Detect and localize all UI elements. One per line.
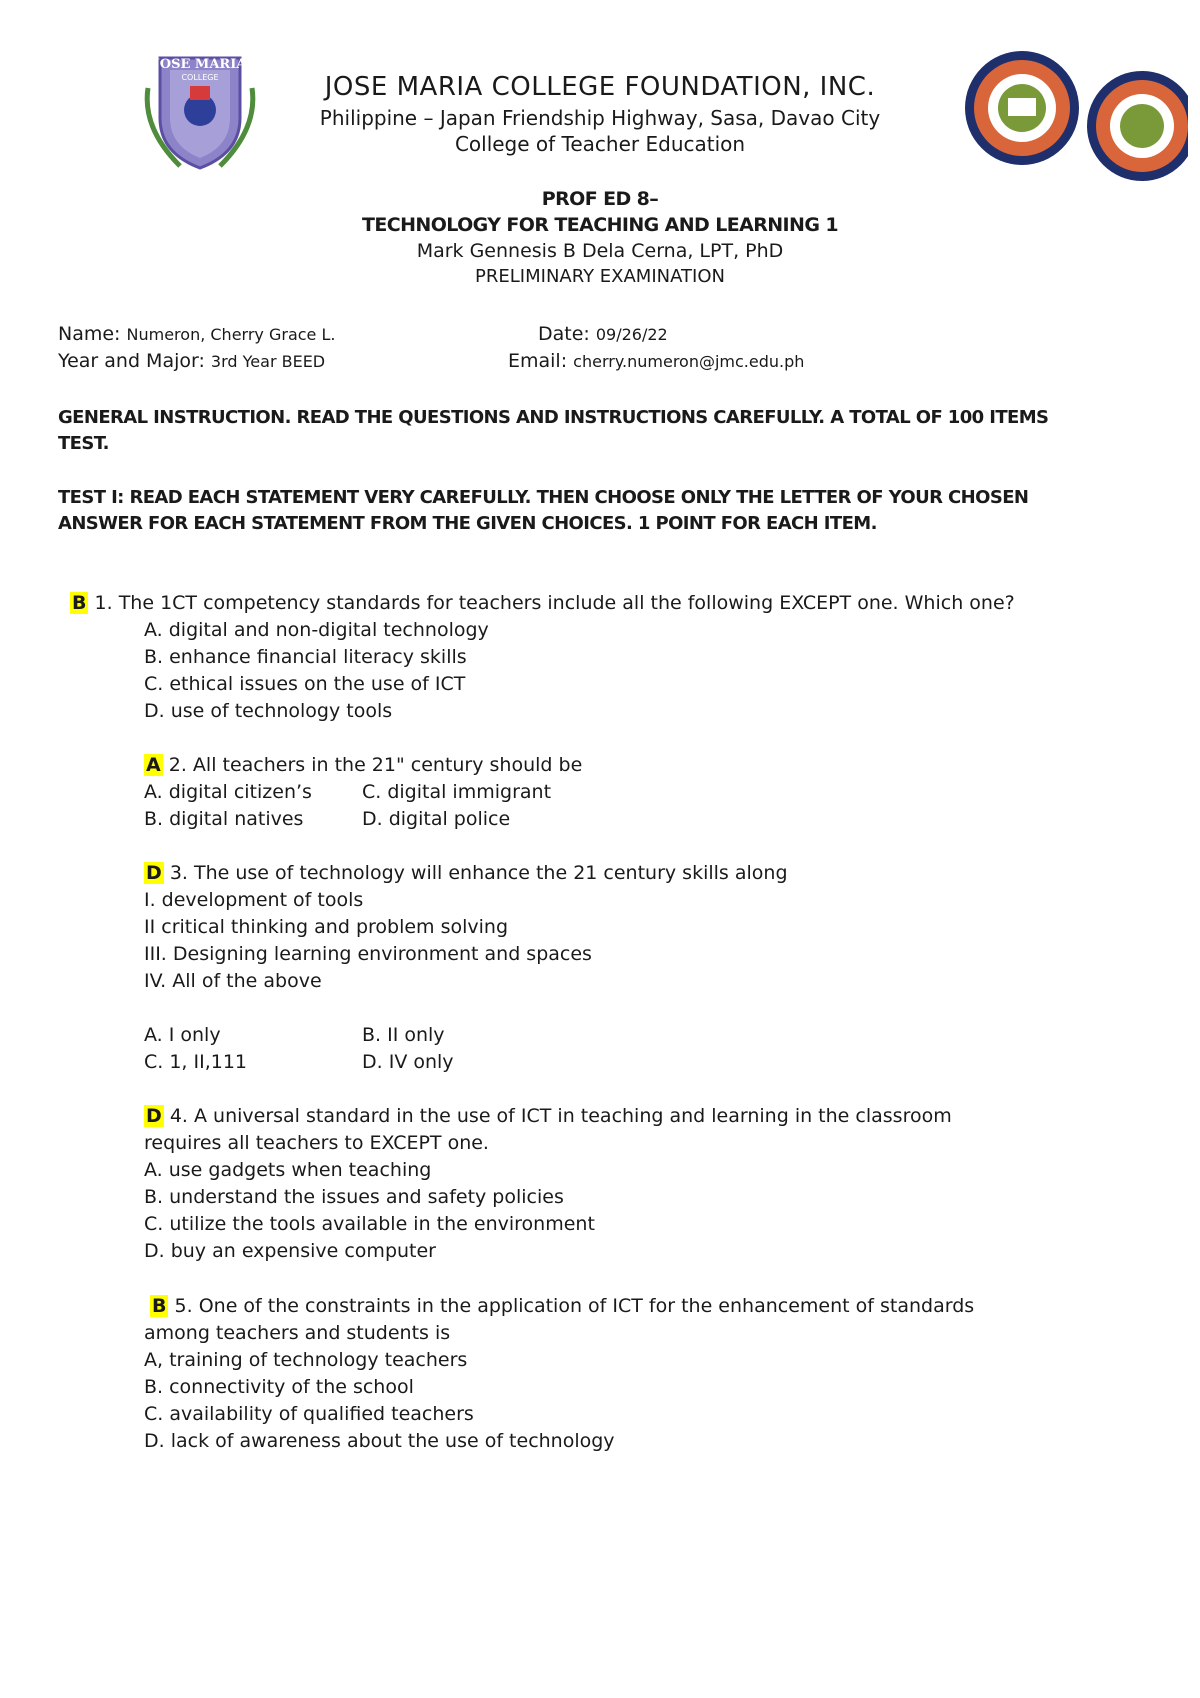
course-code: PROF ED 8– (541, 188, 659, 210)
email-label: Email: (508, 350, 568, 372)
choice: C. 1, II,111 (144, 1051, 248, 1073)
email-row (508, 350, 804, 372)
choice: A. I only (144, 1024, 221, 1046)
year-value: 3rd Year BEED (210, 352, 326, 371)
choice: B. connectivity of the school (144, 1376, 414, 1398)
choice: A. digital citizen’s (144, 781, 312, 803)
name-label: Name: (58, 323, 121, 345)
answer-mark: B (72, 592, 87, 614)
question-text: 2. All teachers in the 21" century should be (162, 754, 583, 776)
question-text-continued: among teachers and students is (144, 1322, 451, 1344)
choice: C. utilize the tools available in the environment (144, 1213, 595, 1235)
answer-mark: D (146, 1105, 162, 1127)
choice: C. availability of qualified teachers (144, 1403, 474, 1425)
choice: B. enhance financial literacy skills (144, 646, 467, 668)
question-text: 1. The 1CT competency standards for teachers include all the following EXCEPT one. Which one? (88, 592, 1015, 614)
svg-text:COLLEGE: COLLEGE (181, 73, 219, 82)
general-instruction-line-1: GENERAL INSTRUCTION. READ THE QUESTIONS AND INSTRUCTIONS CAREFULLY. A TOTAL OF 100 ITEMS (58, 407, 1049, 428)
student-name-row (58, 323, 335, 345)
test1-instruction-line-1: TEST I: READ EACH STATEMENT VERY CAREFULLY. THEN CHOOSE ONLY THE LETTER OF YOUR CHOSEN (58, 487, 1029, 508)
choice: A. digital and non-digital technology (144, 619, 489, 641)
choice: D. use of technology tools (144, 700, 393, 722)
choice: C. digital immigrant (362, 781, 552, 803)
college-name: JOSE MARIA COLLEGE FOUNDATION, INC. (324, 72, 876, 102)
statement: II critical thinking and problem solving (144, 916, 509, 938)
question-4 (144, 1105, 952, 1127)
general-instruction (58, 405, 1158, 457)
choice: D. IV only (362, 1051, 454, 1073)
statement: IV. All of the above (144, 970, 322, 992)
choice: B. digital natives (144, 808, 304, 830)
svg-text:JOSE MARIA: JOSE MARIA (153, 57, 247, 72)
answer-mark: A (146, 754, 161, 776)
test1-instruction (58, 485, 1158, 537)
test1-instruction-line-2: ANSWER FOR EACH STATEMENT FROM THE GIVEN CHOICES. 1 POINT FOR EACH ITEM. (58, 513, 877, 534)
choice: D. digital police (362, 808, 511, 830)
choice: D. buy an expensive computer (144, 1240, 436, 1262)
question-text: 5. One of the constraints in the application of ICT for the enhancement of standards (168, 1295, 975, 1317)
answer-mark: B (152, 1295, 167, 1317)
question-5 (150, 1295, 974, 1317)
choice: B. understand the issues and safety policies (144, 1186, 564, 1208)
question-2 (144, 754, 582, 776)
statement: I. development of tools (144, 889, 364, 911)
course-title: TECHNOLOGY FOR TEACHING AND LEARNING 1 (362, 214, 838, 236)
college-address: Philippine – Japan Friendship Highway, Sasa, Davao City (319, 106, 881, 130)
question-text: 3. The use of technology will enhance the 21 century skills along (163, 862, 788, 884)
choice: A, training of technology teachers (144, 1349, 468, 1371)
question-1 (70, 592, 1015, 614)
date-row (538, 323, 668, 345)
choice: B. II only (362, 1024, 445, 1046)
department-name: College of Teacher Education (454, 132, 746, 156)
question-text-continued: requires all teachers to EXCEPT one. (144, 1132, 489, 1154)
choice: D. lack of awareness about the use of technology (144, 1430, 615, 1452)
question-3 (144, 862, 788, 884)
choice: A. use gadgets when teaching (144, 1159, 432, 1181)
email-value: cherry.numeron@jmc.edu.ph (573, 352, 805, 371)
year-label: Year and Major: (58, 350, 205, 372)
general-instruction-line-2: TEST. (58, 433, 109, 454)
question-text: 4. A universal standard in the use of ICT in teaching and learning in the classroom (163, 1105, 952, 1127)
statement: III. Designing learning environment and spaces (144, 943, 592, 965)
year-major-row (58, 350, 325, 372)
exam-type: PRELIMINARY EXAMINATION (475, 266, 725, 287)
instructor-name: Mark Gennesis B Dela Cerna, LPT, PhD (416, 240, 784, 262)
answer-mark: D (146, 862, 162, 884)
name-value: Numeron, Cherry Grace L. (126, 325, 336, 344)
date-value: 09/26/22 (595, 325, 668, 344)
date-label: Date: (538, 323, 590, 345)
choice: C. ethical issues on the use of ICT (144, 673, 466, 695)
